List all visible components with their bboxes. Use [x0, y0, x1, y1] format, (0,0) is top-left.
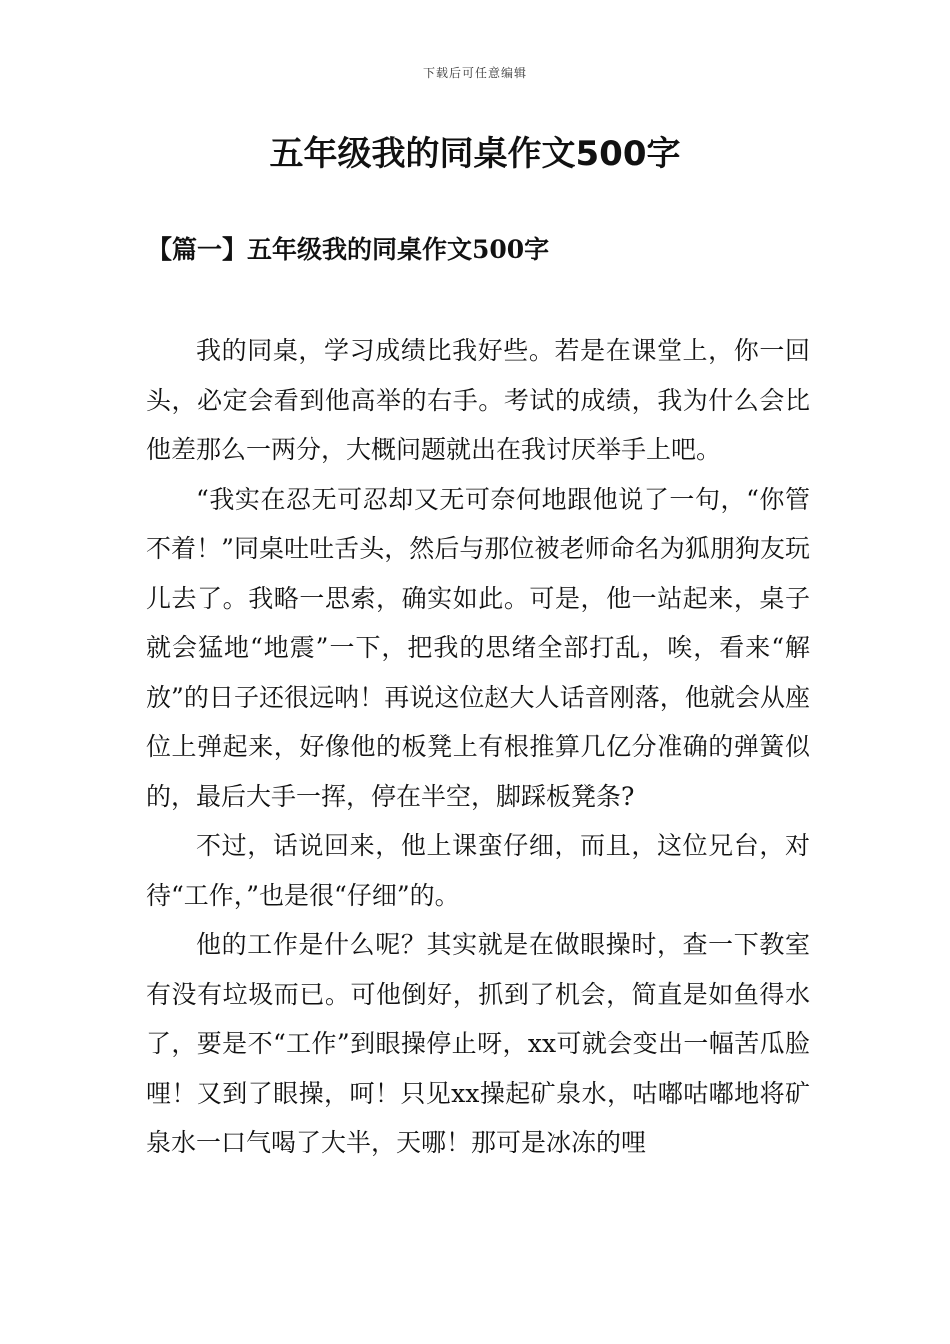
paragraph: 不过，话说回来，他上课蛮仔细，而且，这位兄台，对待“工作，”也是很“仔细”的。 — [146, 831, 810, 910]
header-note: 下载后可任意编辑 — [422, 66, 527, 80]
paragraph: “我实在忍无可忍却又无可奈何地跟他说了一句，“你管不着！”同桌吐吐舌头，然后与那位被老师命名为狐朋狗友玩儿去了。我略一思索，确实如此。可是，他一站起来，桌子就会猛地“地震”一下，把我的思绪全部打乱，唉，看来“解放”的日子还很远呐！再说这位赵大人话音刚落，他就会从座位上弹起来，好像他的板凳上有根推算几亿分准确的弹簧似的，最后大手一挥，停在半空，脚踩板凳条? — [146, 484, 810, 811]
paragraph: 我的同桌，学习成绩比我好些。若是在课堂上，你一回头，必定会看到他高举的右手。考试的成绩，我为什么会比他差那么一两分，大概问题就出在我讨厌举手上吧。 — [146, 336, 810, 464]
document-title: 五年级我的同桌作文500字 — [269, 134, 681, 174]
paragraph: 他的工作是什么呢？其实就是在做眼操时，查一下教室有没有垃圾而已。可他倒好，抓到了机会，简直是如鱼得水了，要是不“工作”到眼操停止呀，xx可就会变出一幅苦瓜脸哩！又到了眼操，呵！只见xx操起矿泉水，咕嘟咕嘟地将矿泉水一口气喝了大半，天哪！那可是冰冻的哩 — [146, 930, 810, 1157]
section-heading: 【篇一】五年级我的同桌作文500字 — [147, 235, 550, 264]
body-text — [146, 326, 810, 1168]
